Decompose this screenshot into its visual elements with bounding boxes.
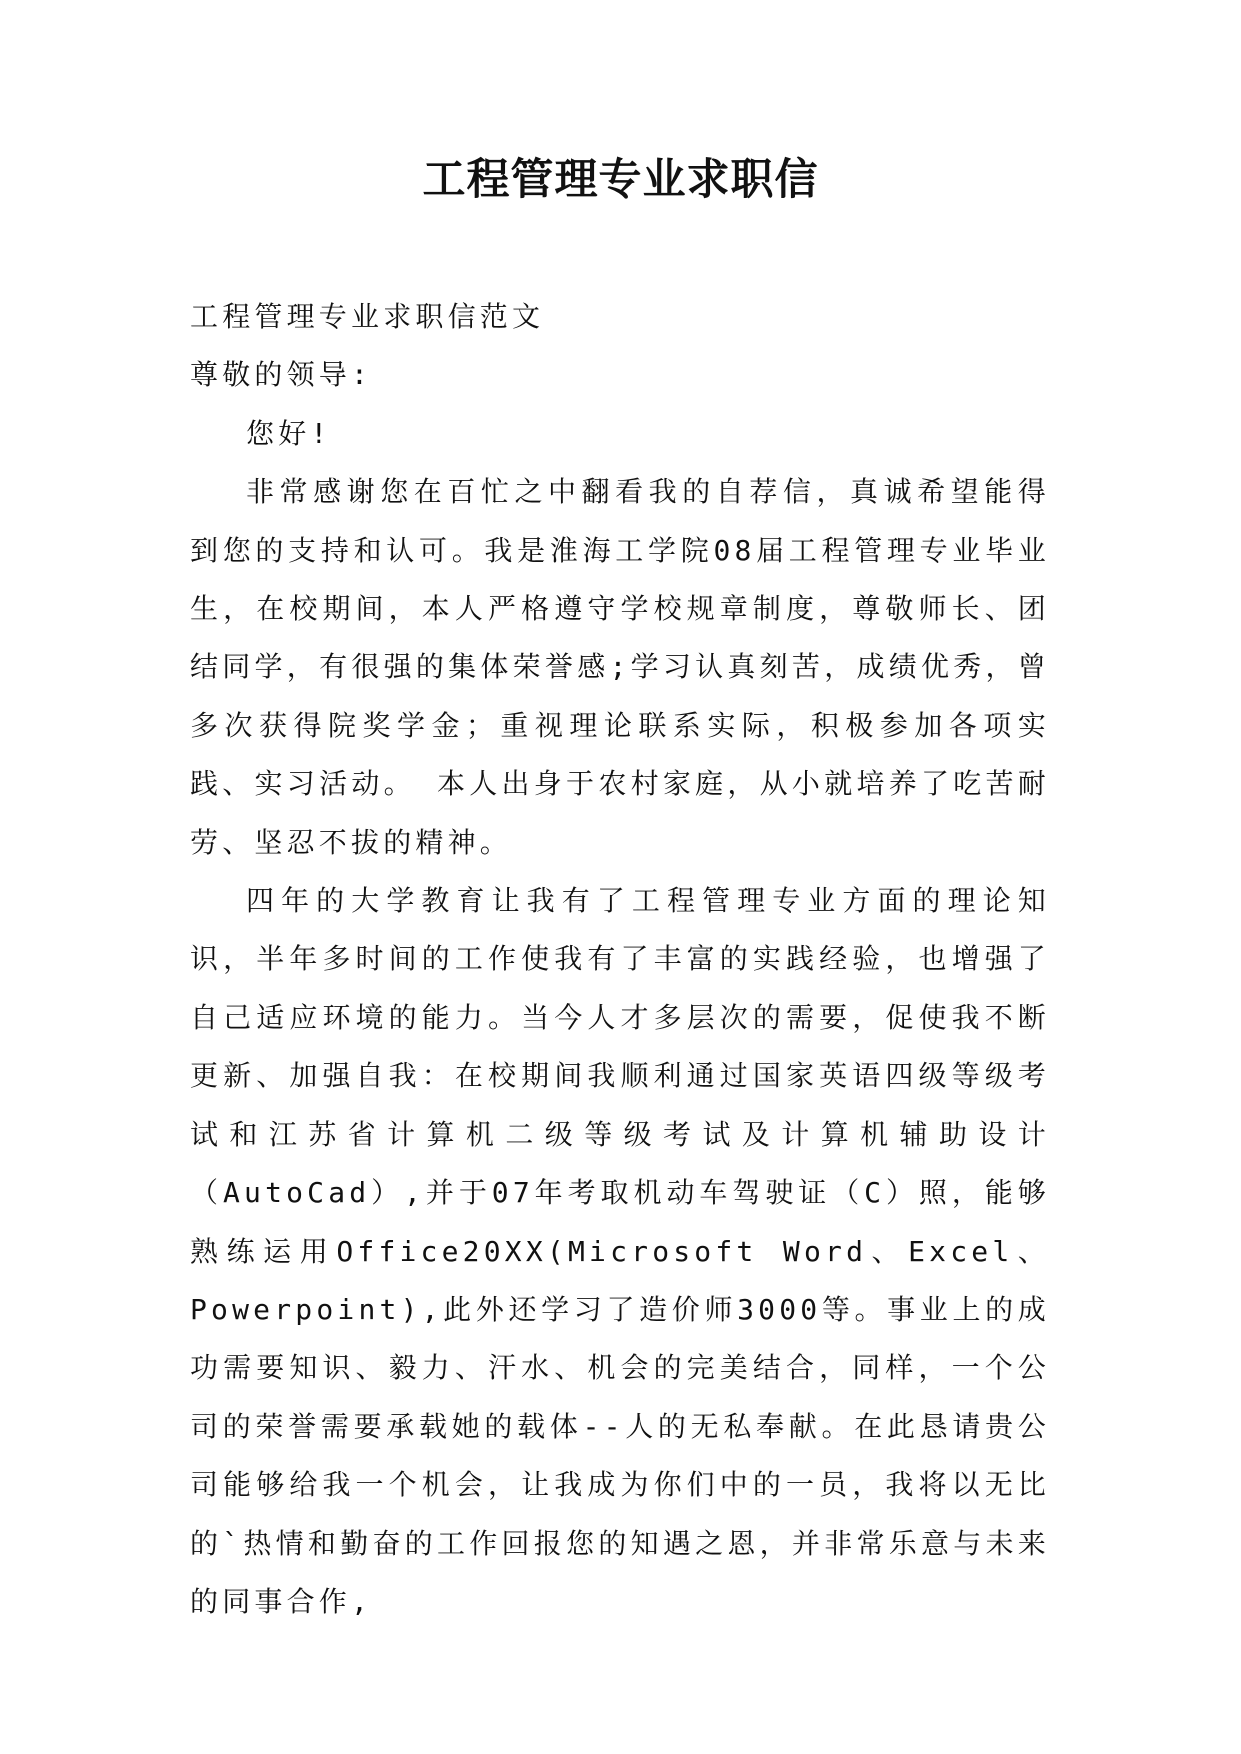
body-paragraph: 非常感谢您在百忙之中翻看我的自荐信，真诚希望能得到您的支持和认可。我是淮海工学院08届工程管理专业毕业生，在校期间，本人严格遵守学校规章制度，尊敬师长、团结同学，有很强的集体荣誉感;学习认真刻苦，成绩优秀，曾多次获得院奖学金；重视理论联系实际，积极参加各项实践、实习活动。 本人出身于农村家庭，从小就培养了吃苦耐劳、坚忍不拔的精神。 xyxy=(190,475,1050,859)
document-body xyxy=(190,288,1050,1631)
salutation: 尊敬的领导: xyxy=(190,358,373,392)
document-subtitle: 工程管理专业求职信范文 xyxy=(190,300,545,333)
document-title: 工程管理专业求职信 xyxy=(422,155,819,205)
body-paragraph: 四年的大学教育让我有了工程管理专业方面的理论知识，半年多时间的工作使我有了丰富的实践经验，也增强了自己适应环境的能力。当今人才多层次的需要，促使我不断更新、加强自我：在校期间我顺利通过国家英语四级等级考试和江苏省计算机二级等级考试及计算机辅助设计（AutoCad）,并于07年考取机动车驾驶证（C）照，能够熟练运用Office20XX(Microsoft Word、Excel、Powerpoint),此外还学习了造价师3000等。事业上的成功需要知识、毅力、汗水、机会的完美结合，同样，一个公司的荣誉需要承载她的载体--人的无私奉献。在此恳请贵公司能够给我一个机会，让我成为你们中的一员，我将以无比的`热情和勤奋的工作回报您的知遇之恩，并非常乐意与未来的同事合作, xyxy=(190,884,1050,1618)
greeting: 您好! xyxy=(246,416,332,450)
